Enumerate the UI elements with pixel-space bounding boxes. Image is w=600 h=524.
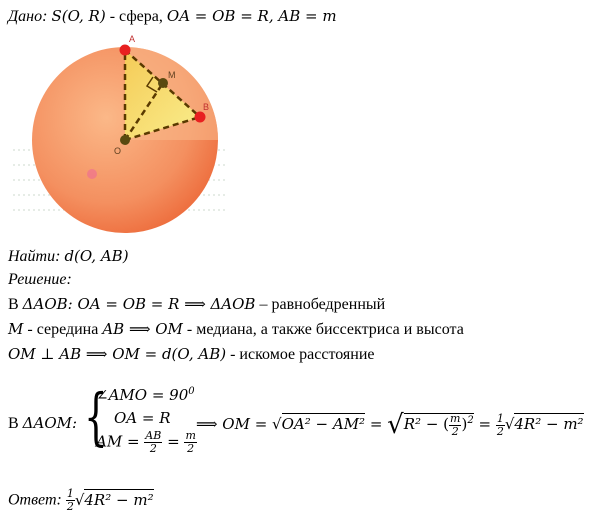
eq3-frac1 [144, 430, 162, 455]
eq3-mid: = [162, 432, 185, 451]
solution-line-1 [8, 294, 385, 315]
sphere-figure [8, 30, 238, 240]
given-sphere: S(O, R) [51, 7, 106, 25]
eq3-den1: 2 [149, 442, 157, 455]
result-sup: 2 [467, 415, 474, 426]
answer-expr: $\frac{1}{2}$ √4R² − m² [66, 487, 154, 513]
system-brace: { [84, 380, 108, 453]
eq1-sup: 0 [188, 386, 195, 397]
label-b: B [203, 102, 210, 112]
pink-mark [87, 169, 97, 179]
line3-text: - искомое расстояние [226, 346, 375, 363]
label-m: M [168, 70, 176, 80]
point-a [120, 45, 131, 56]
answer-den: 2 [66, 500, 74, 513]
answer-frac [66, 488, 75, 513]
given-sphere-text: - сфера, [105, 8, 167, 25]
system-prefix [8, 413, 77, 434]
line2-text2: - медиана, а также биссектриса и высота [182, 321, 464, 338]
result-sqrt3: 4R² − m² [514, 415, 584, 433]
point-m [158, 78, 168, 88]
system-eq2: OA = R [114, 409, 171, 427]
line1-text: – равнобедренный [255, 296, 386, 313]
eq1-text: ∠AMO = 90 [96, 386, 189, 404]
eq3-num1: AB [145, 429, 162, 442]
result-arrow: ⟹ OM = [196, 415, 273, 433]
system-eq3 [96, 430, 197, 455]
result-frac [449, 413, 461, 438]
label-o: O [114, 146, 122, 156]
find-label: Найти: [8, 248, 61, 265]
result-frac-den: 2 [451, 424, 459, 438]
answer-label: Ответ: [8, 491, 62, 509]
result-sqrt2: R² − ( $\frac{m}{2}$ )$^2$ [403, 411, 474, 438]
eq3-frac2 [184, 430, 196, 455]
solution-line-2 [8, 319, 464, 340]
given-equalities: OA = OB = R, AB = m [166, 7, 337, 25]
eq3-left: AM = [96, 432, 145, 451]
line3-math: OM ⊥ AB ⟹ OM = d(O, AB) [8, 345, 227, 363]
system-eq1 [96, 386, 195, 404]
given-line [8, 6, 337, 27]
eq3-den2: 2 [187, 442, 195, 455]
result-frac-num: m [450, 411, 461, 425]
eq3-num2: m [185, 429, 196, 442]
answer-num: 1 [66, 487, 74, 500]
big-sqrt-sign: √ [387, 410, 404, 440]
result-eq: = [365, 415, 388, 433]
result-eq2: = [473, 415, 496, 433]
system-prefix-text: В [8, 415, 23, 432]
find-expr: d(O, AB) [64, 247, 129, 265]
given-label: Дано: [8, 8, 48, 25]
line2-m: M [8, 320, 24, 338]
point-b [195, 112, 206, 123]
result-half-num: 1 [496, 411, 504, 425]
label-a: A [129, 34, 136, 44]
result-sqrt2-a: R² − [403, 415, 444, 433]
result-sqrt1: OA² − AM² [281, 415, 366, 433]
solution-label: Решение: [8, 271, 72, 288]
line1-math: ΔAOB: OA = OB = R ⟹ ΔAOB [22, 295, 256, 313]
system-triangle: ΔAOM: [22, 414, 78, 432]
result-half-den: 2 [496, 424, 504, 438]
line2-arrow: ⟹ OM [124, 320, 183, 338]
line1-prefix: В [8, 296, 23, 313]
result-half [496, 413, 505, 438]
line2-text1: - середина [23, 321, 103, 338]
point-o [120, 135, 130, 145]
solution-line-3 [8, 344, 375, 365]
answer-line [8, 488, 154, 513]
answer-sqrt: 4R² − m² [84, 490, 154, 509]
result-chain: ⟹ OM = √OA² − AM² = √R² − ( $\frac{m}{2}$ )$^2$ = $\frac{1}{2}$ √4R² − m² [196, 410, 584, 440]
find-line [8, 246, 129, 267]
line2-ab: AB [102, 320, 125, 338]
